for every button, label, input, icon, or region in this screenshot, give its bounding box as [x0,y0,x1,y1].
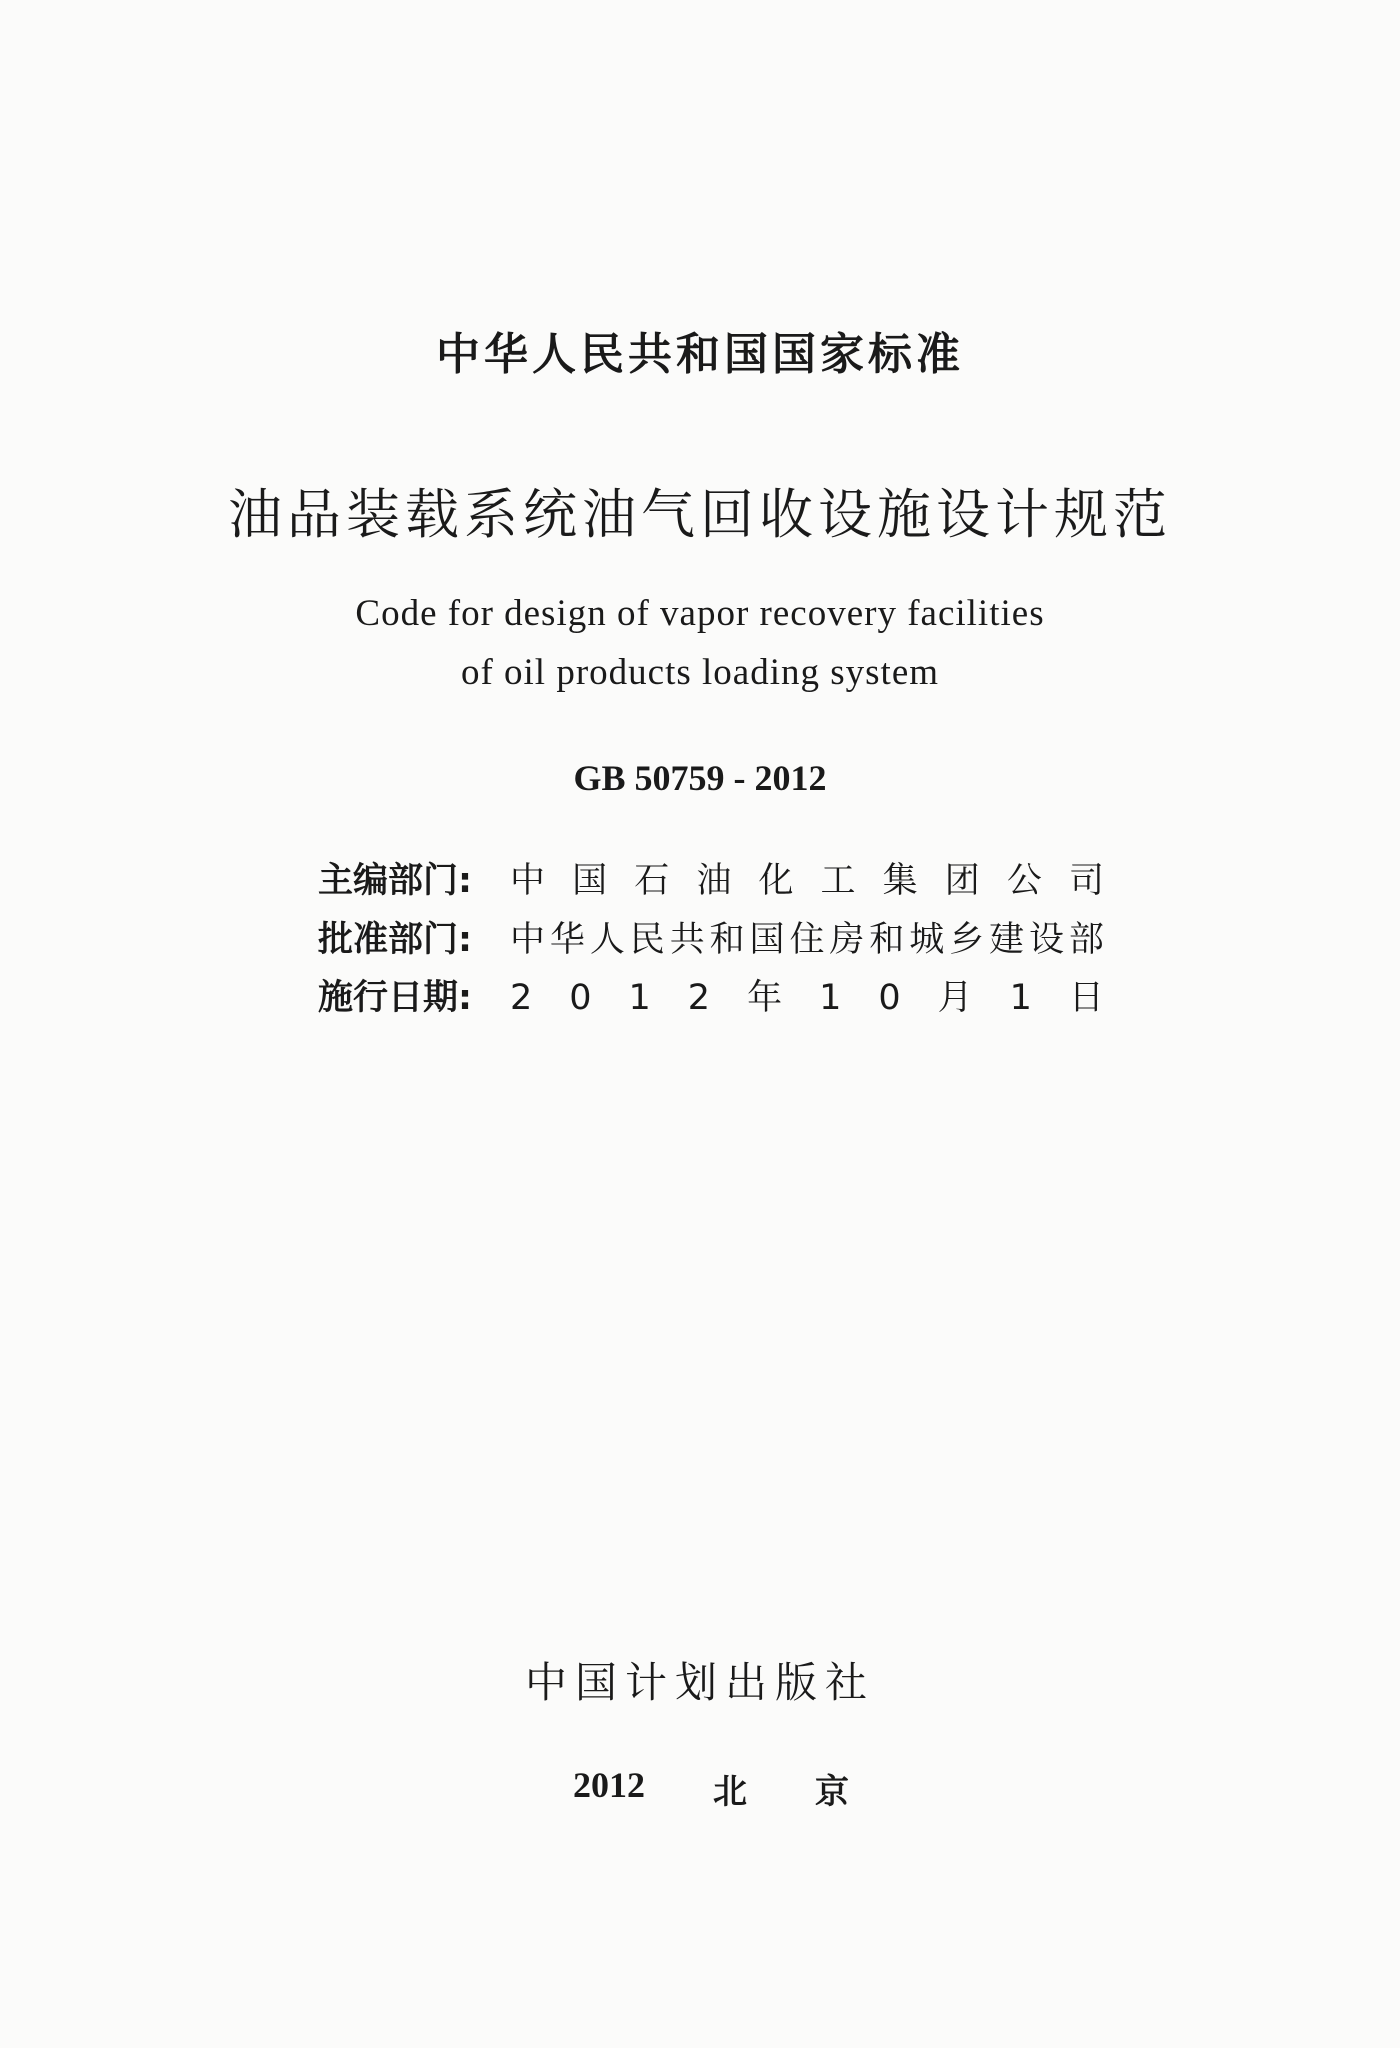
chief-editor-row [318,857,1104,905]
imprint [573,1764,849,1813]
standard-number: GB 50759 - 2012 [573,758,827,798]
effective-date-row [318,974,1104,1022]
info-value: 2 0 1 2 年 1 0 月 1 日 [510,978,1104,1018]
document-title-en-line2: of oil products loading system [460,652,940,693]
imprint-city-1: 北 [713,1772,747,1812]
info-label: 主编部门: [318,861,472,901]
document-title-en-line1: Code for design of vapor recovery facilities [355,593,1045,634]
document-title-cn: 油品装载系统油气回收设施设计规范 [228,483,1172,546]
publisher: 中国计划出版社 [524,1658,875,1707]
info-value: 中 华 人 民 共 和 国 住 房 和 城 乡 建 设 部 [510,920,1104,960]
standard-category: 中华人民共和国国家标准 [436,329,964,380]
info-label: 施行日期: [318,978,472,1018]
imprint-city-2: 京 [815,1772,849,1812]
imprint-year: 2012 [573,1765,645,1805]
approval-row [318,916,1104,964]
info-label: 批准部门: [318,920,472,960]
info-value: 中 国 石 油 化 工 集 团 公 司 [510,861,1104,901]
